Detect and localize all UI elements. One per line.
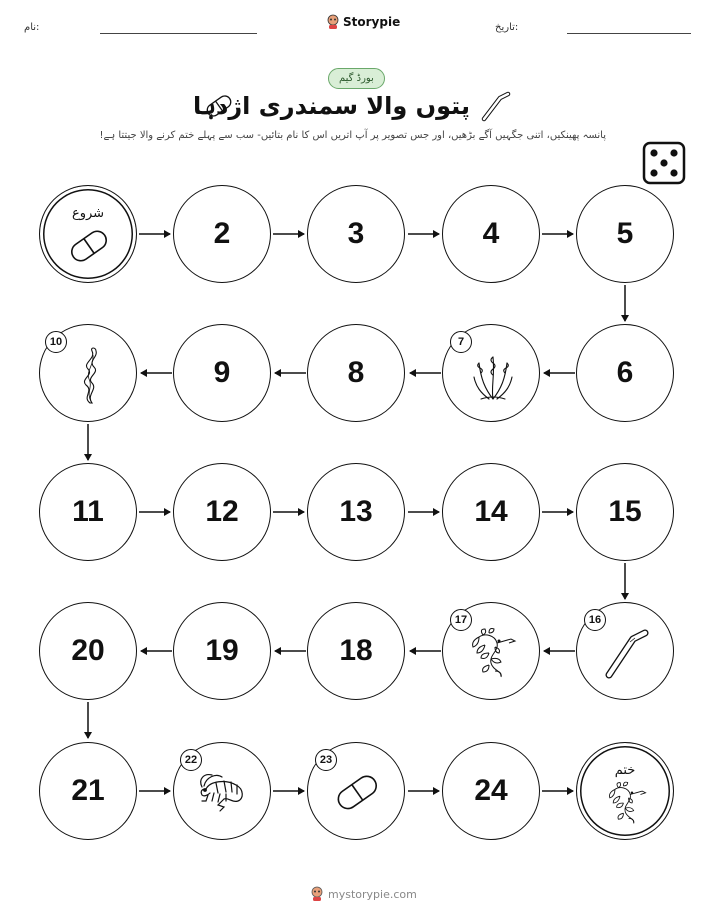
finish-label: ختم [614,763,636,778]
name-label: نام: [24,22,40,33]
space-4[interactable]: 4 [442,185,540,283]
space-2[interactable]: 2 [173,185,271,283]
space-14[interactable]: 14 [442,463,540,561]
seaweed-icon [471,349,515,401]
capsule-icon [66,226,112,266]
space-badge-22: 22 [180,749,202,771]
start-label: شروع [71,206,105,221]
footer-url[interactable]: mystorypie.com [328,887,417,901]
space-5[interactable]: 5 [576,185,674,283]
space-12[interactable]: 12 [173,463,271,561]
straw-icon [601,627,651,679]
space-badge-16: 16 [584,609,606,631]
space-21[interactable]: 21 [39,742,137,840]
space-8[interactable]: 8 [307,324,405,422]
space-badge-7: 7 [450,331,472,353]
capsule-icon [332,771,382,813]
space-badge-17: 17 [450,609,472,631]
board-game-badge: بورڈ گیم [328,68,385,89]
finish-space[interactable] [576,742,674,840]
leafy-seadragon-icon [465,627,519,679]
leafy-seadragon-icon [603,779,649,827]
space-9[interactable]: 9 [173,324,271,422]
storypie-mascot-icon [310,886,324,902]
date-label: تاریخ: [495,22,519,33]
space-badge-23: 23 [315,749,337,771]
space-11[interactable]: 11 [39,463,137,561]
space-19[interactable]: 19 [173,602,271,700]
space-badge-10: 10 [45,331,67,353]
shrimp-icon [196,771,252,813]
kelp-icon [76,345,102,405]
space-6[interactable]: 6 [576,324,674,422]
space-20[interactable]: 20 [39,602,137,700]
footer [310,886,417,902]
instructions: پانسہ پھینکیں، اتنی جگہیں آگے بڑھیں، اور جس تصویر پر آپ اتریں اس کا نام بتائیں- سب سے پہلے ختم کرنے والا جیتتا ہے! [99,130,606,141]
space-24[interactable]: 24 [442,742,540,840]
brand-name: Storypie [343,15,401,29]
start-space[interactable] [39,185,137,283]
space-18[interactable]: 18 [307,602,405,700]
space-13[interactable]: 13 [307,463,405,561]
space-15[interactable]: 15 [576,463,674,561]
space-3[interactable]: 3 [307,185,405,283]
page-title: پتوں والا سمندری اژدہا [192,92,470,120]
